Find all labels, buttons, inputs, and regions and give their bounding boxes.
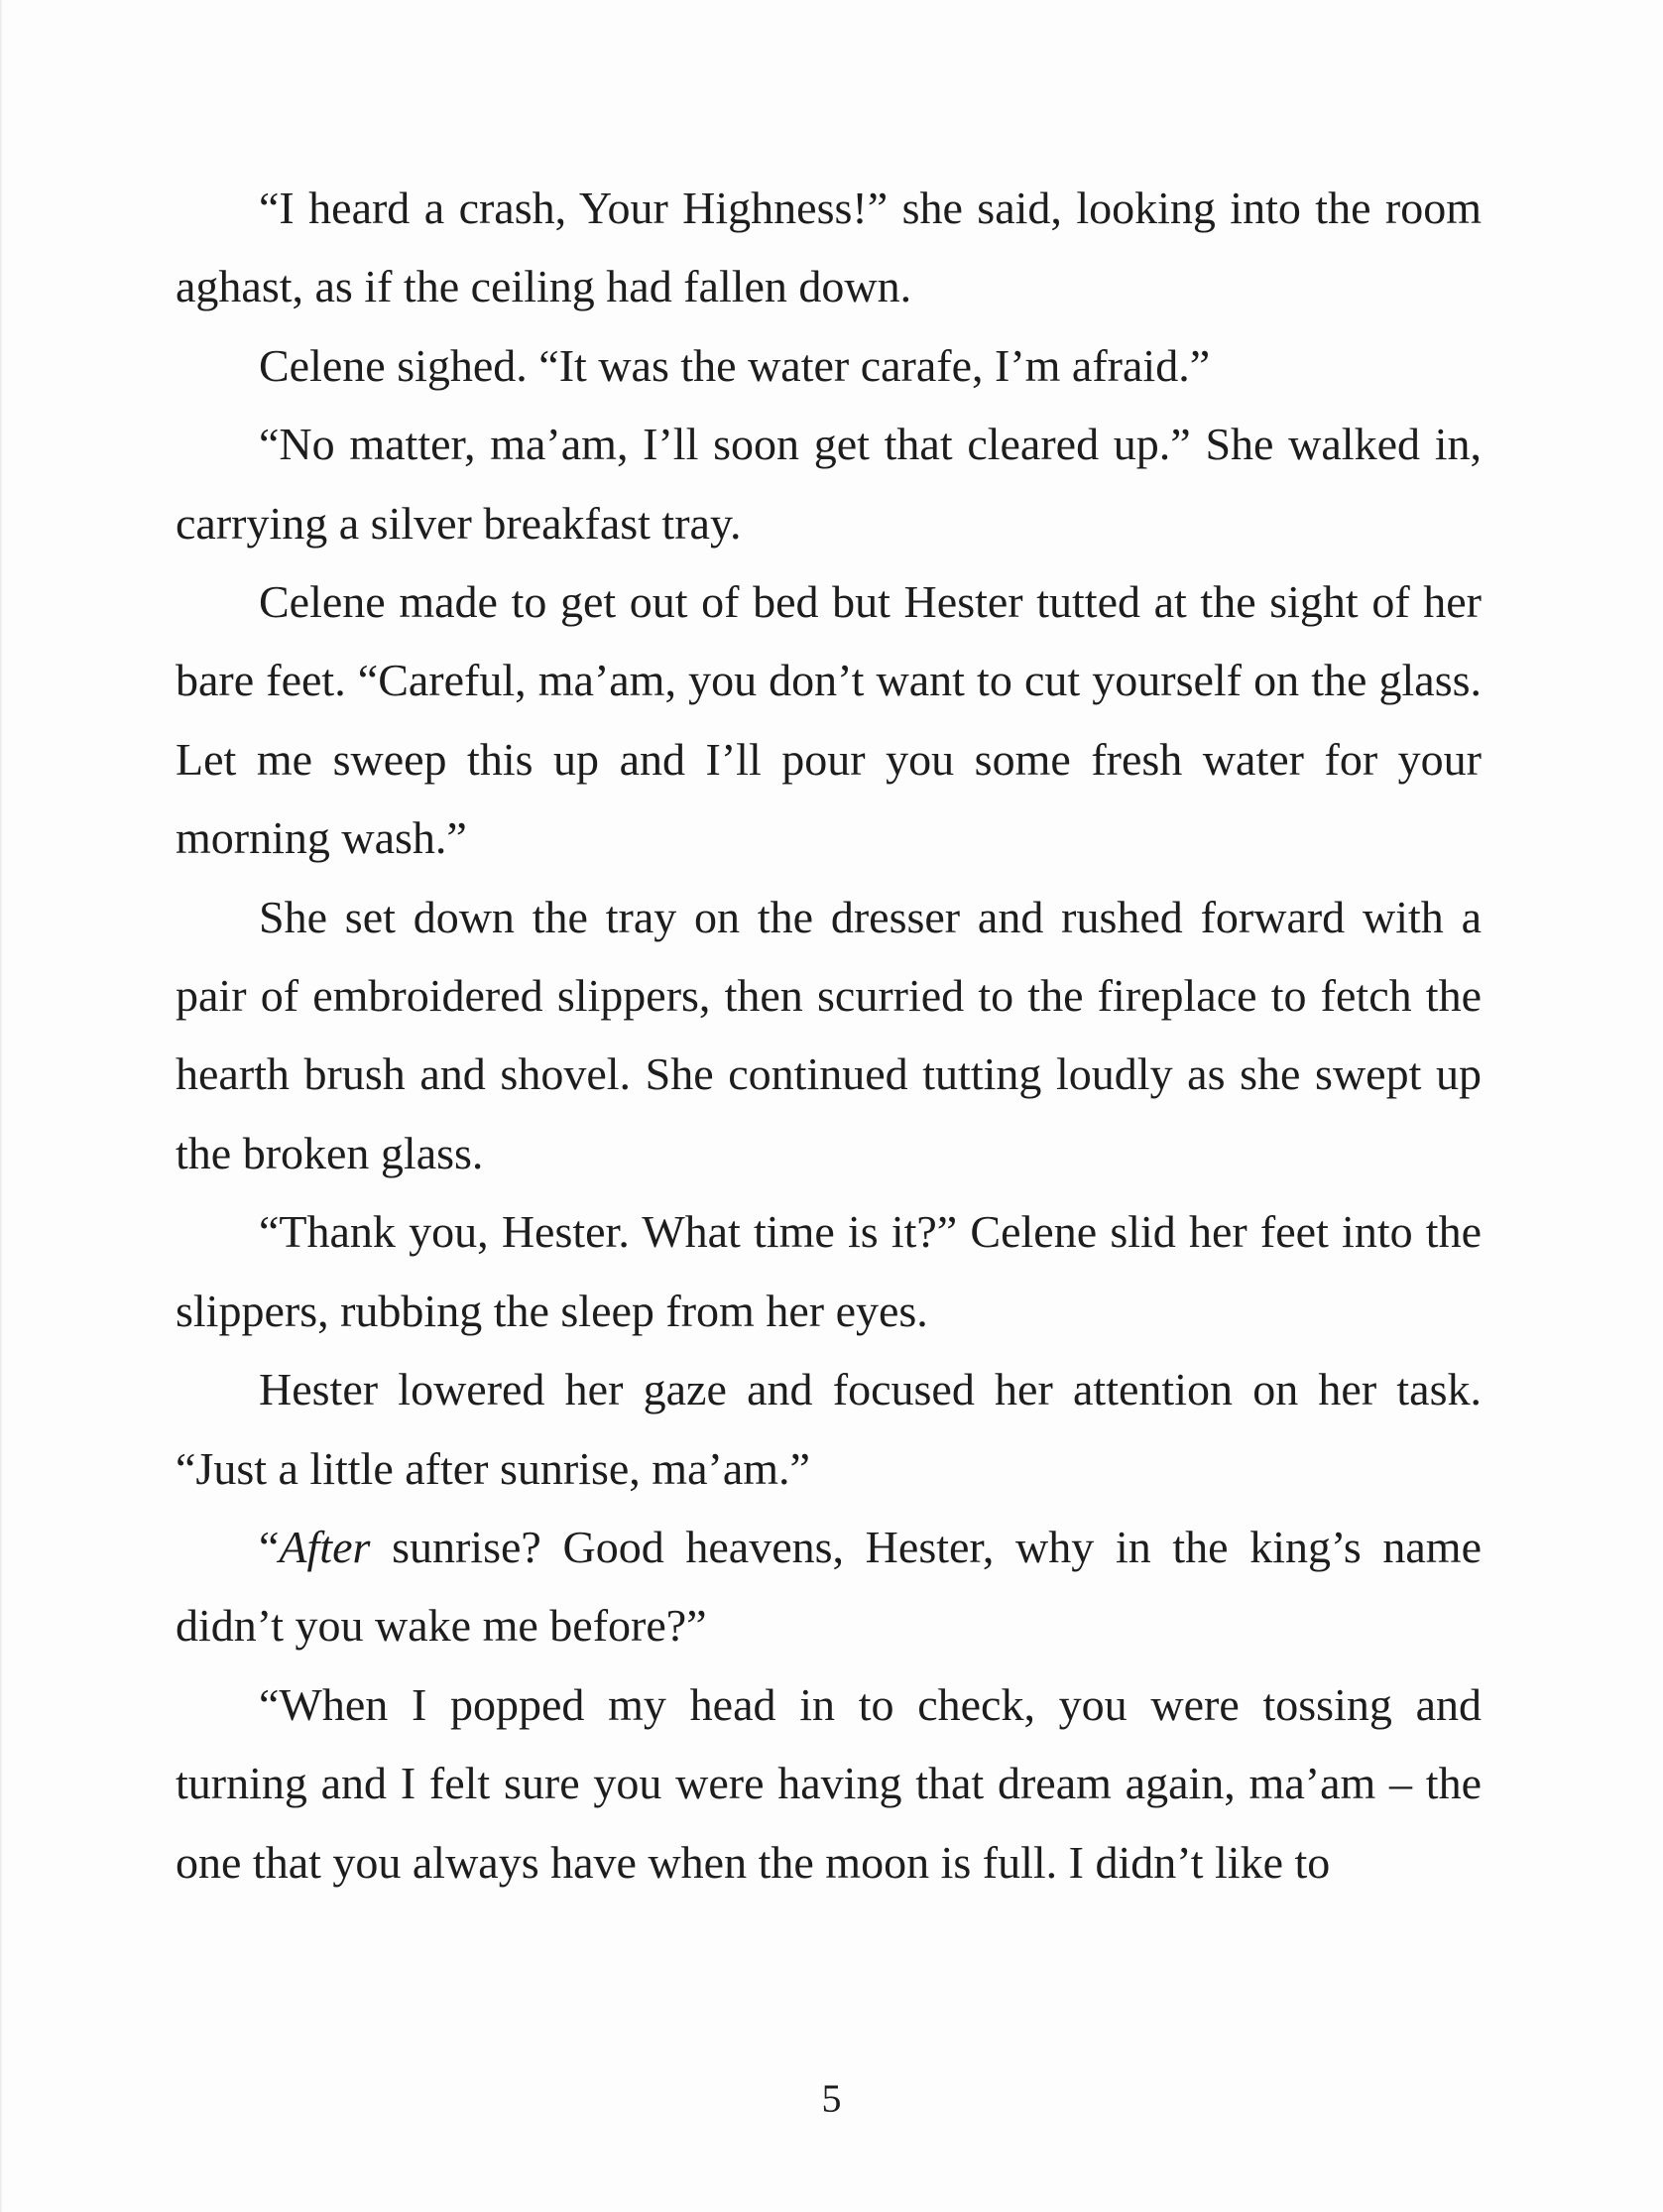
body-text <box>176 169 1482 1902</box>
paragraph-7: Hester lowered her gaze and focused her attention on her task. “Just a little after sunrise, ma’am.” <box>176 1364 1482 1494</box>
page-edge-shadow <box>0 0 3 2212</box>
paragraph-3: “No matter, ma’am, I’ll soon get that cleared up.” She walked in, carrying a silver breakfast tray. <box>176 419 1482 549</box>
paragraph-8-rest: sunrise? Good heavens, Hester, why in the king’s name didn’t you wake me before?” <box>176 1521 1482 1652</box>
paragraph-8-open-quote: “ <box>259 1521 280 1572</box>
paragraph-5: She set down the tray on the dresser and rushed forward with a pair of embroidered slippers, then scurried to the fireplace to fetch the hearth brush and shovel. She continued tutting loudly as she swept up the broken glass. <box>176 891 1482 1178</box>
paragraph-8 <box>176 1508 1482 1665</box>
paragraph-4: Celene made to get out of bed but Hester tutted at the sight of her bare feet. “Careful, ma’am, you don’t want to cut yourself on the glass. Let me sweep this up and I’ll pour you some fresh water for your morning wash.” <box>176 576 1482 864</box>
paragraph-6: “Thank you, Hester. What time is it?” Celene slid her feet into the slippers, rubbing the sleep from her eyes. <box>176 1206 1482 1336</box>
paragraph-1: “I heard a crash, Your Highness!” she said, looking into the room aghast, as if the ceiling had fallen down. <box>176 183 1482 312</box>
paragraph-2: Celene sighed. “It was the water carafe, I’m afraid.” <box>259 339 1211 391</box>
paragraph-8-italic-word: After <box>279 1521 371 1572</box>
page-number: 5 <box>821 2076 842 2121</box>
paragraph-9: “When I popped my head in to check, you were tossing and turning and I felt sure you were having that dream again, ma’am – the one that you always have when the moon is full. I didn’t like to <box>176 1678 1482 1888</box>
